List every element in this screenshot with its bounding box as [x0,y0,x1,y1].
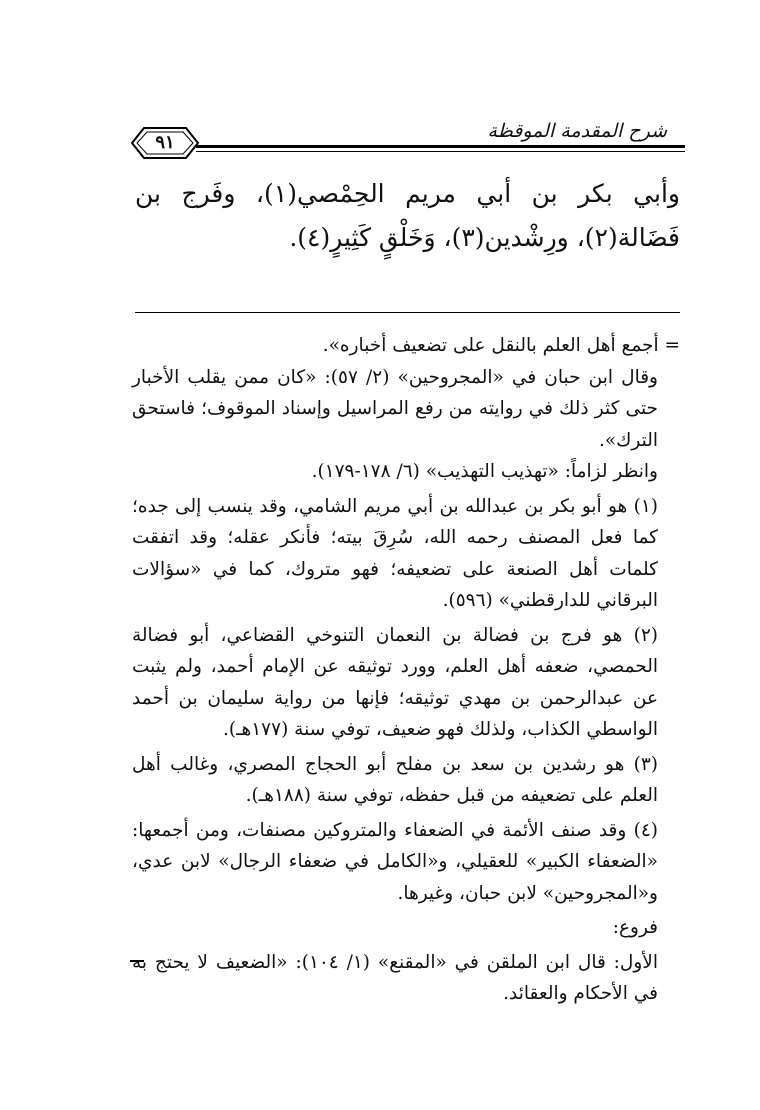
furu-heading: فروع: [612,917,658,938]
footnote-continuation-2: وقال ابن حبان في «المجروحين» (٢/ ٥٧): «كان ممن يقلب الأخبار حتى كثر ذلك في روايته من رفع المراسيل وإسناد الموقوف؛ فاستحق الترك». [132,366,658,451]
footnote-3: (٣) هو رشدين بن سعد بن مفلح أبو الحجاج المصري، وغالب أهل العلم على تضعيفه من قبل حفظه، توفي سنة (١٨٨هـ). [132,753,658,806]
footnote-2: (٢) هو فرج بن فضالة بن النعمان التنوخي القضاعي، أبو فضالة الحمصي، ضعفه أهل العلم، وورد توثيقه عن الإمام أحمد، ولم يثبت عن عبدالرحمن بن مهدي توثيقه؛ فإنها من رواية سليمان بن أحمد الواسطي الكذاب، ولذلك فهو ضعيف، توفي سنة (١٧٧هـ). [132,624,658,740]
main-text: وأبي بكر بن أبي مريم الحِمْصي(١)، وفَرج بن فَضَالة(٢)، ورِشْدين(٣)، وَخَلْقٍ كَثِيرٍ(٤). [135,179,680,252]
footnote-continuation-1: = أجمع أهل العلم بالنقل على تضعيف أخباره». [322,335,680,356]
page-number-badge [130,126,200,160]
page-header [130,118,685,168]
footnote-divider [135,312,680,313]
footnotes [132,330,680,1010]
furu-first: الأول: قال ابن الملقن في «المقنع» (١/ ١٠٤): «الضعيف لا يحتج به في الأحكام والعقائد. [132,951,658,1004]
footnote-4: (٤) وقد صنف الأئمة في الضعفاء والمتروكين مصنفات، ومن أجمعها: «الضعفاء الكبير» للعقيلي، و«الكامل في ضعفاء الرجال» لابن عدي، و«المجروحين» لابن حبان، وغيرها. [132,819,658,904]
footnote-continuation-3: وانظر لزاماً: «تهذيب التهذيب» (٦/ ١٧٨-١٧٩). [311,461,658,482]
header-rule-thin [196,151,685,152]
book-title: شرح المقدمة الموقظة [482,120,673,142]
footnote-1: (١) هو أبو بكر بن عبدالله بن أبي مريم الشامي، وقد ينسب إلى جده؛ كما فعل المصنف رحمه الله، سُرِقَ بيته؛ فأنكر عقله؛ وقد اتفقت كلمات أهل الصنعة على تضعيفه؛ فهو متروك، كما في «سؤالات البرقاني للدارقطني» (٥٩٦). [132,495,658,611]
continuation-dash [130,960,144,962]
page-number: ٩١ [155,132,175,153]
header-rule [196,145,685,148]
